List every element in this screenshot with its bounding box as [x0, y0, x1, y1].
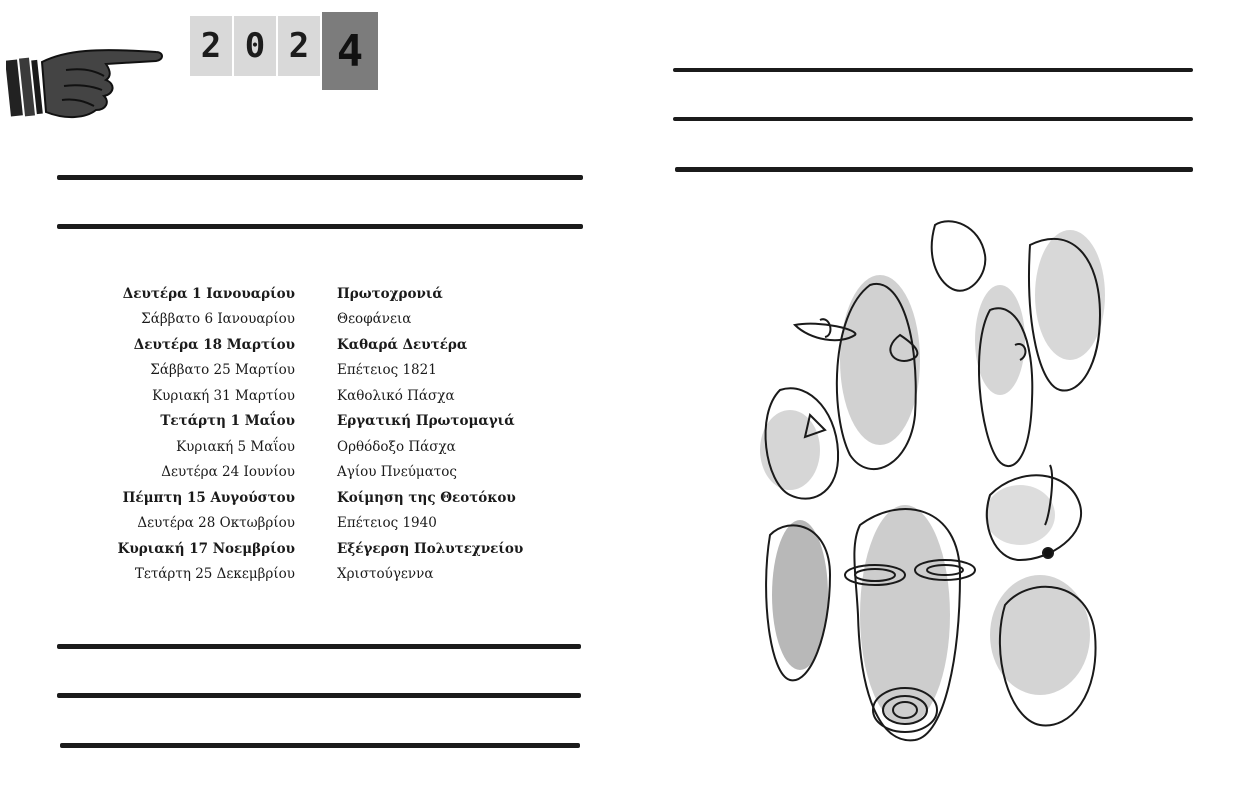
divider-line: [675, 167, 1193, 172]
pointing-hand-icon: [6, 40, 166, 122]
holiday-name: Καθαρά Δευτέρα: [337, 336, 468, 353]
divider-line: [57, 224, 583, 229]
divider-line: [57, 693, 581, 698]
list-item: [80, 460, 550, 486]
holiday-name: Εξέγερση Πολυτεχνείου: [337, 540, 524, 557]
divider-line: [57, 175, 583, 180]
holiday-date: Σάββατο 25 Μαρτίου: [150, 362, 295, 379]
holiday-date: Δευτέρα 28 Οκτωβρίου: [137, 515, 295, 532]
holiday-date: Δευτέρα 18 Μαρτίου: [133, 336, 295, 353]
list-item: [80, 511, 550, 537]
list-item: [80, 307, 550, 333]
year-digit: 2: [278, 16, 320, 76]
holiday-name: Αγίου Πνεύματος: [337, 464, 457, 481]
holiday-name: Χριστούγεννα: [337, 566, 434, 583]
year-digit: 2: [190, 16, 232, 76]
holiday-date: Σάββατο 6 Ιανουαρίου: [141, 311, 295, 328]
year-stamp: [190, 16, 378, 90]
divider-line: [60, 743, 580, 748]
list-item: [80, 562, 550, 588]
holiday-name: Επέτειος 1821: [337, 362, 437, 379]
holiday-date: Κυριακή 5 Μαΐου: [176, 438, 295, 455]
list-item: [80, 434, 550, 460]
holiday-name: Πρωτοχρονιά: [337, 285, 443, 302]
year-digit: 0: [234, 16, 276, 76]
divider-line: [673, 68, 1193, 72]
list-item: [80, 409, 550, 435]
holiday-list: [80, 281, 550, 587]
year-digit: 4: [322, 12, 378, 90]
list-item: [80, 536, 550, 562]
holiday-date: Πέμπτη 15 Αυγούστου: [122, 489, 295, 506]
holiday-date: Κυριακή 17 Νοεμβρίου: [117, 540, 295, 557]
holiday-date: Δευτέρα 1 Ιανουαρίου: [122, 285, 295, 302]
holiday-date: Δευτέρα 24 Ιουνίου: [161, 464, 295, 481]
divider-line: [57, 644, 581, 649]
holiday-name: Κοίμηση της Θεοτόκου: [337, 489, 516, 506]
holiday-name: Καθολικό Πάσχα: [337, 387, 455, 404]
holiday-name: Θεοφάνεια: [337, 311, 412, 328]
holiday-date: Τετάρτη 25 Δεκεμβρίου: [134, 566, 295, 583]
divider-line: [673, 117, 1193, 121]
holiday-name: Ορθόδοξο Πάσχα: [337, 438, 456, 455]
holiday-name: Επέτειος 1940: [337, 515, 437, 532]
list-item: [80, 383, 550, 409]
holiday-date: Τετάρτη 1 Μαΐου: [160, 413, 295, 430]
list-item: [80, 358, 550, 384]
list-item: [80, 281, 550, 307]
list-item: [80, 485, 550, 511]
abstract-faces-drawing: [750, 215, 1120, 750]
holiday-name: Εργατική Πρωτομαγιά: [337, 413, 515, 430]
holiday-date: Κυριακή 31 Μαρτίου: [152, 387, 295, 404]
list-item: [80, 332, 550, 358]
